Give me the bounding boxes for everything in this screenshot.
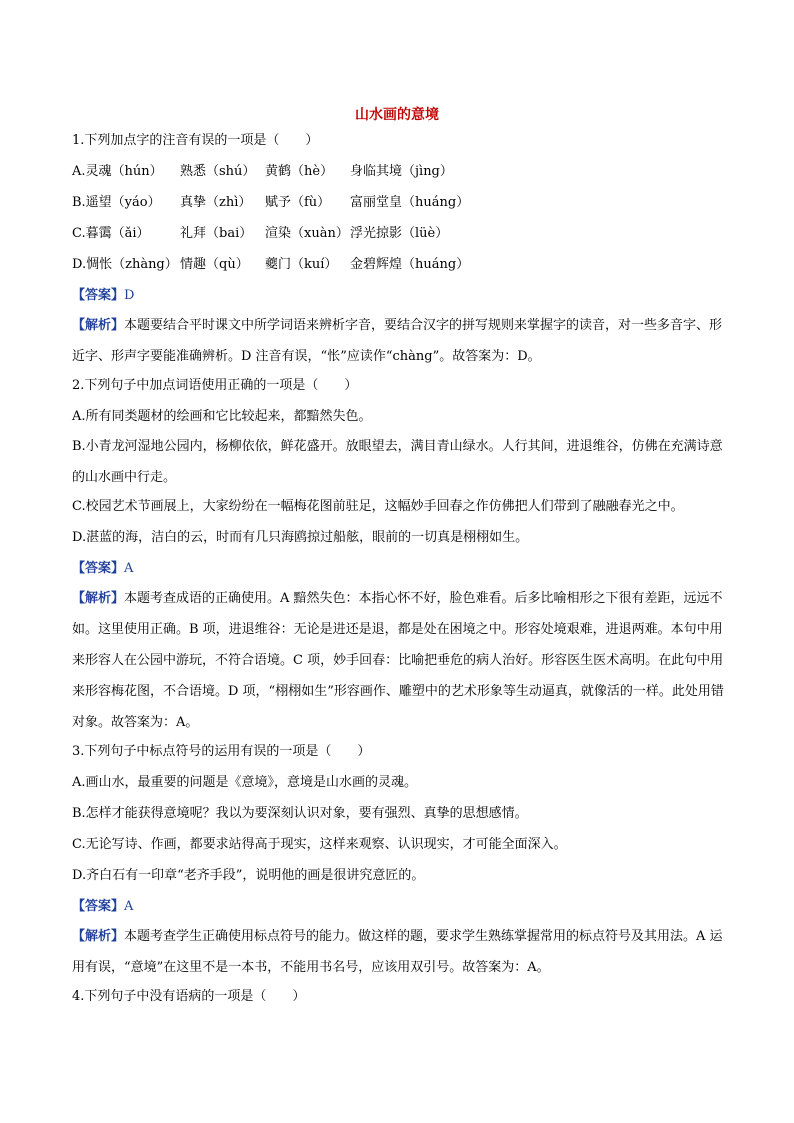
q1-a-2: 熟悉（shú）: [180, 164, 256, 179]
q1-analysis-label: 【解析】: [72, 318, 125, 333]
q1-a-4: 身临其境（jìng）: [350, 164, 453, 179]
q3-analysis-label: 【解析】: [72, 929, 125, 944]
q3-option-a: A.画山水，最重要的问题是《意境》，意境是山水画的灵魂。: [72, 775, 418, 790]
q2-option-d: D.湛蓝的海，洁白的云，时而有几只海鸥掠过船舷，眼前的一切真是栩栩如生。: [72, 530, 529, 545]
q1-c-4: 浮光掠影（lüè）: [350, 226, 449, 241]
q2-answer-label: 【答案】: [72, 561, 125, 576]
q2-option-b: B.小青龙河湿地公园内，杨柳依依，鲜花盛开。放眼望去，满目青山绿水。人行其间，进退维谷，仿佛在充满诗意的山水画中行走。: [72, 439, 723, 485]
q1-option-a: [72, 163, 724, 181]
q1-d-3: 夔门（kuí）: [265, 257, 338, 272]
q2-option-c: C.校园艺术节画展上，大家纷纷在一幅梅花图前驻足，这幅妙手回春之作仿佛把人们带到了融融春光之中。: [72, 499, 684, 514]
q1-b-4: 富丽堂皇（huáng）: [350, 195, 470, 210]
q3-option-d: D.齐白石有一印章“老齐手段”，说明他的画是很讲究意匠的。: [72, 868, 425, 883]
q1-b-3: 赋予（fù）: [265, 195, 331, 210]
q1-option-b: [72, 194, 724, 212]
q1-option-c: [72, 225, 724, 243]
q1-answer-value: D: [124, 288, 135, 303]
page-title: 山水画的意境: [355, 107, 439, 123]
q3-answer: [72, 898, 724, 916]
q2-analysis: [72, 583, 724, 738]
q2-answer-value: A: [124, 561, 134, 576]
q1-a-3: 黄鹤（hè）: [265, 164, 334, 179]
q2-answer: [72, 560, 724, 578]
q1-c-2: 礼拜（bai）: [180, 226, 253, 241]
q1-d-2: 情趣（qù）: [180, 257, 249, 272]
q3-answer-label: 【答案】: [72, 899, 125, 914]
q3-option-c: C.无论写诗、作画，都要求站得高于现实，这样来观察、认识现实，才可能全面深入。: [72, 837, 567, 852]
q1-d-4: 金碧辉煌（huáng）: [350, 257, 470, 272]
q3-answer-value: A: [124, 899, 134, 914]
q1-a-1: A.灵魂（hún）: [72, 164, 163, 179]
q1-answer-label: 【答案】: [72, 288, 125, 303]
q1-analysis-text: 本题要结合平时课文中所学词语来辨析字音，要结合汉字的拼写规则来掌握字的读音，对一些多音字、形近字、形声字要能准确辨析。D 注音有误，“怅”应读作“chàng”。故答案为：D。: [72, 318, 723, 364]
q1-option-d: [72, 256, 724, 274]
q2-option-a: A.所有同类题材的绘画和它比较起来，都黯然失色。: [72, 409, 372, 424]
q1-b-2: 真挚（zhì）: [180, 195, 252, 210]
q2-analysis-label: 【解析】: [72, 591, 125, 606]
q2-stem: 2.下列句子中加点词语使用正确的一项是（ ）: [72, 378, 358, 393]
q1-c-3: 渲染（xuàn）: [265, 226, 349, 241]
q3-analysis-text: 本题考查学生正确使用标点符号的能力。做这样的题，要求学生熟练掌握常用的标点符号及其用法。A 运用有误，“意境”在这里不是一本书，不能用书名号，应该用双引号。故答案为：A。: [72, 929, 723, 975]
q1-d-1: D.惆怅（zhàng）: [72, 257, 178, 272]
q1-analysis: [72, 310, 724, 372]
q1-c-1: C.暮霭（ǎi）: [72, 226, 150, 241]
q1-b-1: B.遥望（yáo）: [72, 195, 161, 210]
q2-analysis-text: 本题考查成语的正确使用。A 黯然失色：本指心怀不好，脸色难看。后多比喻相形之下很有差距，远远不如。这里使用正确。B 项，进退维谷：无论是进还是退，都是处在困境之中。形容处境艰难，进退两难。本句中用来形容人在公园中游玩，不符合语境。C 项，妙手回春：比喻把垂危的病人治好。形容医生医术高明。在此句中用来形容梅花图，不合语境。D 项，“栩栩如生”形容画作、雕塑中的艺术形象等生动逼真，就像活的一样。此处用错对象。故答案为：A。: [72, 591, 724, 730]
q4-stem: 4.下列句子中没有语病的一项是（ ）: [72, 989, 306, 1004]
q1-stem: 1.下列加点字的注音有误的一项是（ ）: [72, 133, 319, 148]
q3-stem: 3.下列句子中标点符号的运用有误的一项是（ ）: [72, 744, 371, 759]
content: [72, 132, 724, 1019]
q1-answer: [72, 287, 724, 305]
q3-option-b: B.怎样才能获得意境呢？我以为要深刻认识对象，要有强烈、真挚的思想感情。: [72, 806, 528, 821]
q3-analysis: [72, 921, 724, 983]
